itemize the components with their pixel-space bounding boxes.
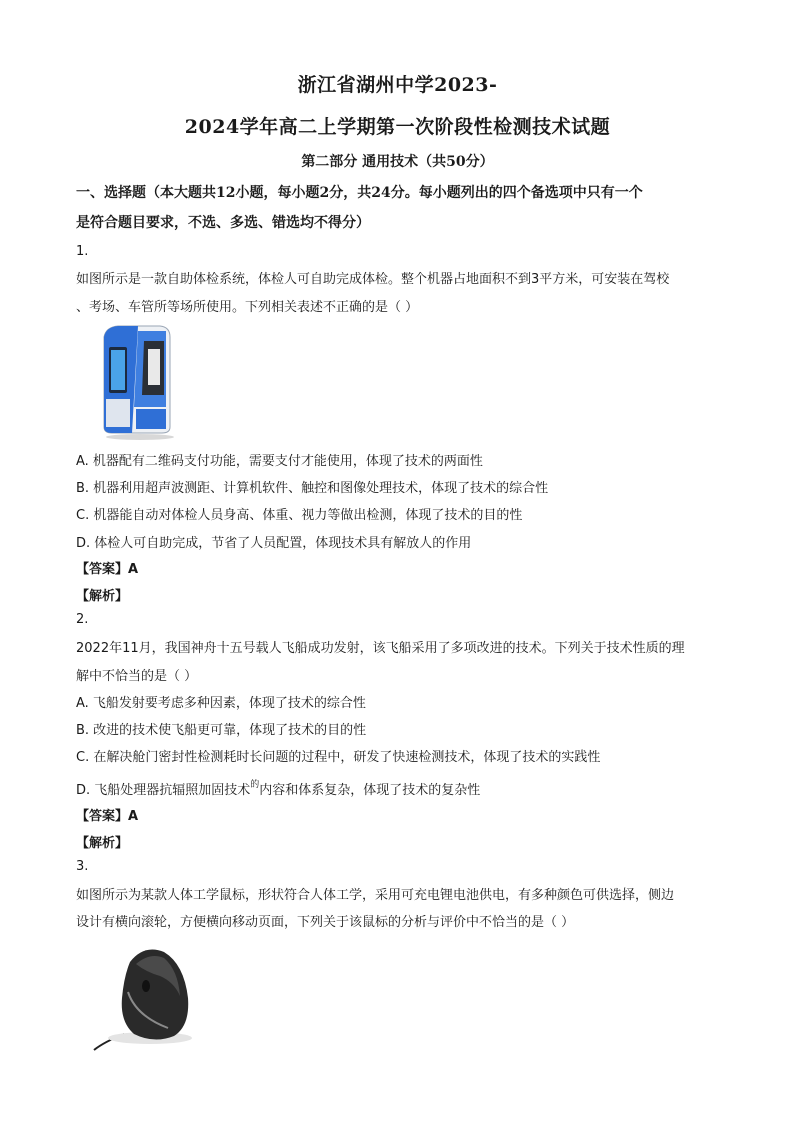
title-line-2: 2024学年高二上学期第一次阶段性检测技术试题	[184, 116, 611, 138]
question-2-option-a: A. 飞船发射要考虑多种因素，体现了技术的综合性	[76, 696, 366, 711]
question-2-option-c: C. 在解决舱门密封性检测耗时长问题的过程中，研发了快速检测技术，体现了技术的实践性	[76, 750, 601, 765]
question-1-number: 1.	[76, 244, 89, 259]
question-2-option-d	[76, 777, 726, 798]
question-3-stem-line-2: 设计有横向滚轮，方便横向移动页面，下列关于该鼠标的分析与评价中不恰当的是（ ）	[76, 915, 575, 930]
question-2-option-b: B. 改进的技术使飞船更可靠，体现了技术的目的性	[76, 723, 367, 738]
question-2-stem-line-2: 解中不恰当的是（ ）	[76, 669, 198, 684]
question-2-option-d-superscript: 的	[250, 780, 260, 790]
question-3-stem-line-1: 如图所示为某款人体工学鼠标，形状符合人体工学，采用可充电锂电池供电，有多种颜色可供选择，侧边	[76, 888, 675, 903]
question-1-option-d: D. 体检人可自助完成，节省了人员配置，体现技术具有解放人的作用	[76, 536, 472, 551]
question-2-option-d-pre: D. 飞船处理器抗辐照加固技术	[76, 783, 251, 798]
question-2-option-d-post: 内容和体系复杂，体现了技术的复杂性	[259, 783, 481, 798]
question-1-stem-line-1: 如图所示是一款自助体检系统，体检人可自助完成体检。整个机器占地面积不到3平方米，可安装在驾校	[76, 272, 670, 287]
question-2-analysis: 【解析】	[76, 836, 129, 851]
question-2-stem-line-1: 2022年11月，我国神舟十五号载人飞船成功发射，该飞船采用了多项改进的技术。下列关于技术性质的理	[76, 641, 685, 656]
question-1-analysis: 【解析】	[76, 589, 129, 604]
title-line-1: 浙江省湖州中学2023-	[297, 74, 498, 96]
ergonomic-mouse-image	[84, 942, 194, 1056]
part-heading: 第二部分 通用技术（共50分）	[301, 154, 494, 170]
question-1-option-b: B. 机器利用超声波测距、计算机软件、触控和图像处理技术，体现了技术的综合性	[76, 481, 549, 496]
question-2-number: 2.	[76, 612, 89, 627]
section-instructions-line-2: 是符合题目要求，不选、多选、错选均不得分）	[76, 215, 370, 231]
question-1-answer: 【答案】A	[76, 562, 139, 577]
question-1-option-c: C. 机器能自动对体检人员身高、体重、视力等做出检测，体现了技术的目的性	[76, 508, 523, 523]
question-2-answer: 【答案】A	[76, 809, 139, 824]
question-1-stem-line-2: 、考场、车管所等场所使用。下列相关表述不正确的是（ ）	[76, 300, 419, 315]
question-1-option-a: A. 机器配有二维码支付功能，需要支付才能使用，体现了技术的两面性	[76, 454, 483, 469]
section-instructions-line-1: 一、选择题（本大题共12小题，每小题2分，共24分。每小题列出的四个备选项中只有一个	[76, 185, 643, 201]
question-3-number: 3.	[76, 859, 89, 874]
self-service-kiosk-image	[98, 323, 178, 441]
